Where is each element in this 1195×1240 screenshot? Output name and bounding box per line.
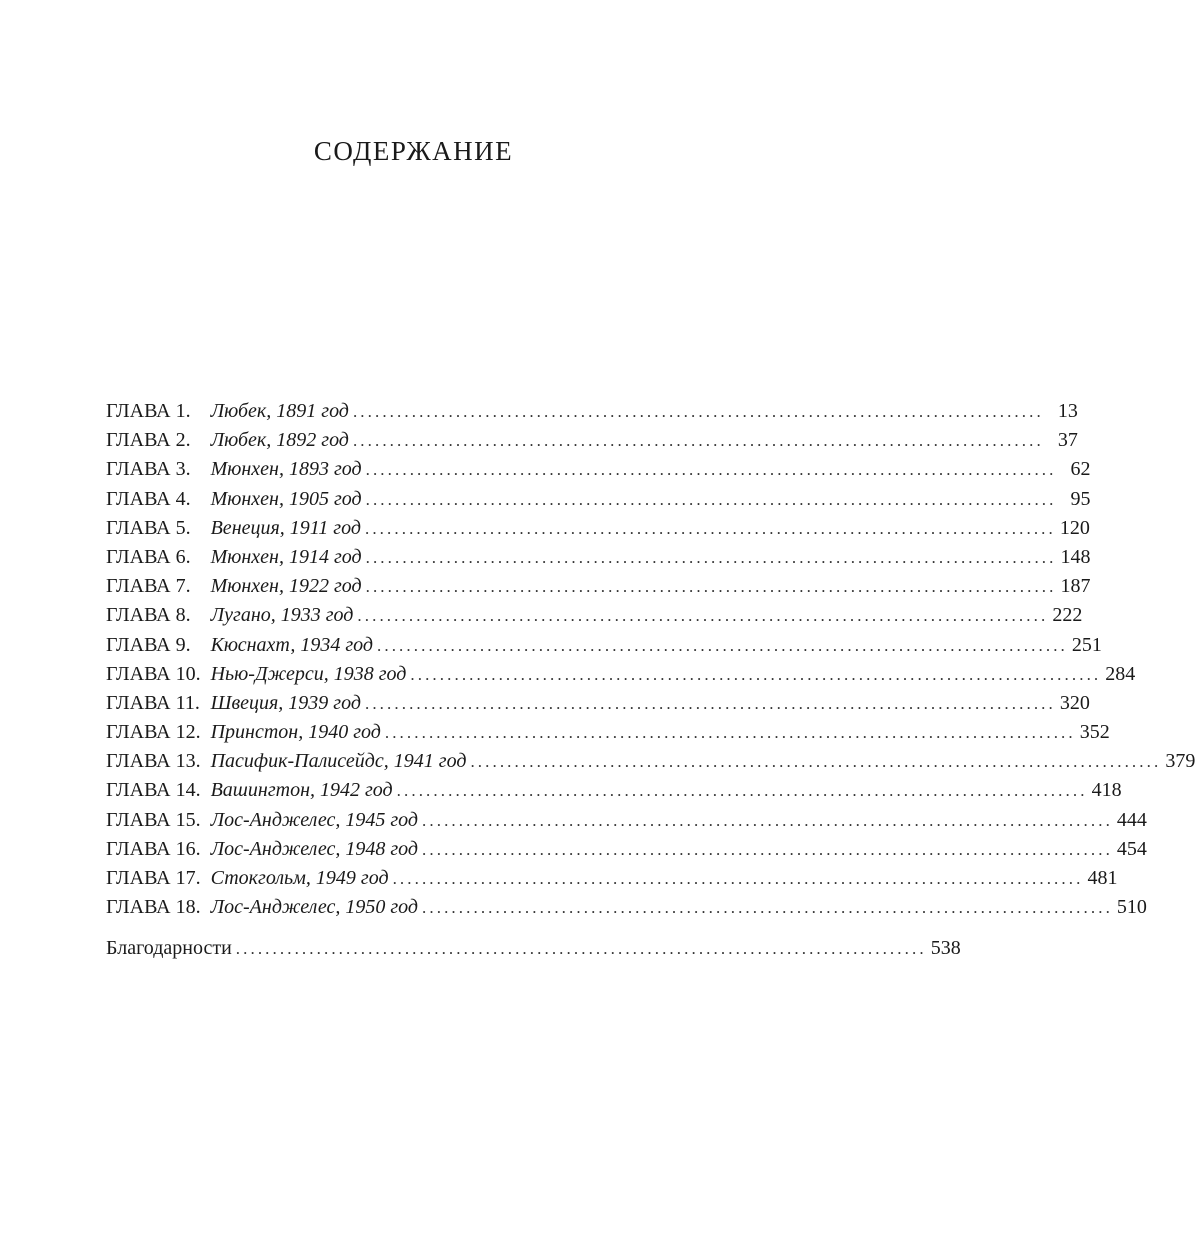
dot-leader: .............................................................................................. [384, 723, 1076, 743]
chapter-label: ГЛАВА 11. [106, 689, 211, 718]
chapter-number: 12. [175, 721, 201, 744]
page-number: 538 [930, 937, 961, 960]
toc-entry-9[interactable] [106, 631, 1102, 660]
page-number: 284 [1105, 662, 1136, 685]
dot-leader: .............................................................................................. [352, 431, 1044, 451]
chapter-number: 16. [175, 837, 201, 860]
chapter-number: 10. [175, 662, 201, 685]
chapter-title: Лос-Анджелес, 1950 год [210, 896, 419, 919]
toc-entry-11[interactable] [106, 689, 1090, 718]
chapter-label: ГЛАВА 6. [106, 543, 211, 572]
page-number: 251 [1071, 633, 1102, 656]
chapter-number: 15. [175, 808, 201, 831]
chapter-label: ГЛАВА 16. [106, 835, 211, 864]
dot-leader: .............................................................................................. [364, 518, 1056, 538]
toc-entry-2[interactable] [106, 426, 1078, 455]
page-number: 95 [1070, 487, 1091, 510]
page-number: 37 [1057, 429, 1078, 452]
toc-entry-13[interactable] [106, 747, 1195, 776]
toc-entry-17[interactable] [106, 864, 1118, 893]
dot-leader: .............................................................................................. [365, 489, 1057, 509]
page-title: СОДЕРЖАНИЕ [313, 136, 514, 166]
chapter-label: ГЛАВА 14. [106, 776, 211, 805]
dot-leader: .............................................................................................. [396, 781, 1088, 801]
chapter-title: Нью-Джерси, 1938 год [210, 662, 407, 685]
chapter-title: Любек, 1892 год [210, 429, 349, 452]
chapter-number: 7. [175, 575, 191, 598]
chapter-label: ГЛАВА 1. [106, 397, 211, 426]
toc-entry-6[interactable] [106, 543, 1091, 572]
chapter-label: ГЛАВА 3. [106, 455, 211, 484]
toc-entry-10[interactable] [106, 660, 1136, 689]
toc-entry-16[interactable] [106, 835, 1147, 864]
chapter-title: Мюнхен, 1893 год [210, 458, 362, 481]
chapter-label: ГЛАВА 4. [106, 485, 211, 514]
chapter-number: 18. [175, 896, 201, 919]
chapter-label: ГЛАВА 13. [106, 747, 211, 776]
page-number: 62 [1070, 458, 1091, 481]
page-number: 379 [1165, 750, 1195, 773]
toc-entry-14[interactable] [106, 776, 1122, 805]
toc-entry-15[interactable] [106, 806, 1147, 835]
chapter-number: 3. [175, 458, 191, 481]
chapter-title: Венеция, 1911 год [210, 516, 361, 539]
toc-entry-7[interactable] [106, 572, 1091, 601]
table-of-contents [106, 397, 1195, 964]
dot-leader: .............................................................................................. [365, 547, 1057, 567]
chapter-title: Мюнхен, 1905 год [210, 487, 362, 510]
page-number: 418 [1091, 779, 1122, 802]
chapter-title: Лос-Анджелес, 1945 год [210, 808, 419, 831]
page-number: 481 [1087, 867, 1118, 889]
chapter-number: 2. [175, 429, 191, 452]
page-number: 320 [1059, 691, 1090, 714]
chapter-label: ГЛАВА 2. [106, 426, 211, 455]
chapter-number: 4. [175, 487, 191, 510]
chapter-label: ГЛАВА 15. [106, 806, 211, 835]
toc-entry-acknowledgements[interactable] [106, 934, 961, 963]
chapter-number: 1. [175, 400, 191, 422]
chapter-number: 14. [175, 779, 201, 802]
dot-leader: .............................................................................................. [235, 939, 927, 959]
dot-leader: .............................................................................................. [352, 402, 1044, 421]
chapter-title: Лугано, 1933 год [210, 604, 354, 627]
page-number: 444 [1116, 808, 1147, 831]
page-number: 352 [1079, 721, 1110, 744]
toc-entry-18[interactable] [106, 893, 1147, 922]
page-number: 187 [1060, 575, 1091, 598]
dot-leader: .............................................................................................. [422, 839, 1113, 859]
chapter-label: ГЛАВА 12. [106, 718, 211, 747]
chapter-label: ГЛАВА 8. [106, 601, 211, 630]
chapter-label: ГЛАВА 10. [106, 660, 211, 689]
chapter-number: 11. [175, 691, 200, 714]
chapter-number: 5. [175, 516, 191, 539]
dot-leader: .............................................................................................. [377, 635, 1068, 655]
page-number: 120 [1059, 516, 1090, 539]
chapter-number: 9. [175, 633, 191, 656]
chapter-title: Мюнхен, 1914 год [210, 545, 362, 568]
chapter-title: Стокгольм, 1949 год [210, 867, 389, 889]
chapter-title: Швеция, 1939 год [210, 691, 361, 714]
page-number: 13 [1057, 400, 1078, 422]
chapter-label: ГЛАВА 17. [106, 864, 211, 893]
chapter-number: 6. [175, 545, 191, 568]
chapter-label: ГЛАВА 7. [106, 572, 211, 601]
chapter-title: Принстон, 1940 год [210, 721, 381, 744]
dot-leader: .............................................................................................. [365, 460, 1057, 480]
dot-leader: .............................................................................................. [365, 577, 1057, 597]
chapter-label: ГЛАВА 18. [106, 893, 211, 922]
chapter-number: 8. [175, 604, 191, 627]
toc-entry-3[interactable] [106, 455, 1091, 484]
page-number: 454 [1116, 837, 1147, 860]
dot-leader: .............................................................................................. [410, 664, 1102, 684]
toc-entry-1[interactable] [106, 397, 1078, 426]
chapter-label: ГЛАВА 5. [106, 514, 211, 543]
chapter-title: Кюснахт, 1934 год [210, 633, 373, 656]
page-number: 510 [1116, 896, 1147, 919]
acknowledgements-label: Благодарности [106, 937, 232, 960]
dot-leader: .............................................................................................. [422, 810, 1113, 830]
chapter-number: 13. [175, 750, 201, 773]
toc-entry-4[interactable] [106, 485, 1091, 514]
page-number: 148 [1060, 545, 1091, 568]
chapter-title: Вашингтон, 1942 год [210, 779, 393, 802]
dot-leader: .............................................................................................. [470, 752, 1162, 772]
toc-entry-5[interactable] [106, 514, 1090, 543]
chapter-label: ГЛАВА 9. [106, 631, 211, 660]
dot-leader: .............................................................................................. [422, 898, 1113, 918]
toc-entry-8[interactable] [106, 601, 1083, 630]
chapter-title: Мюнхен, 1922 год [210, 575, 362, 598]
dot-leader: .............................................................................................. [392, 869, 1084, 888]
toc-entry-12[interactable] [106, 718, 1110, 747]
page-number: 222 [1052, 604, 1083, 627]
dot-leader: .............................................................................................. [364, 693, 1056, 713]
chapter-number: 17. [175, 867, 201, 889]
chapter-title: Лос-Анджелес, 1948 год [210, 837, 419, 860]
chapter-title: Любек, 1891 год [210, 400, 349, 422]
chapter-title: Пасифик-Палисейдс, 1941 год [210, 750, 467, 773]
dot-leader: .............................................................................................. [357, 606, 1049, 626]
